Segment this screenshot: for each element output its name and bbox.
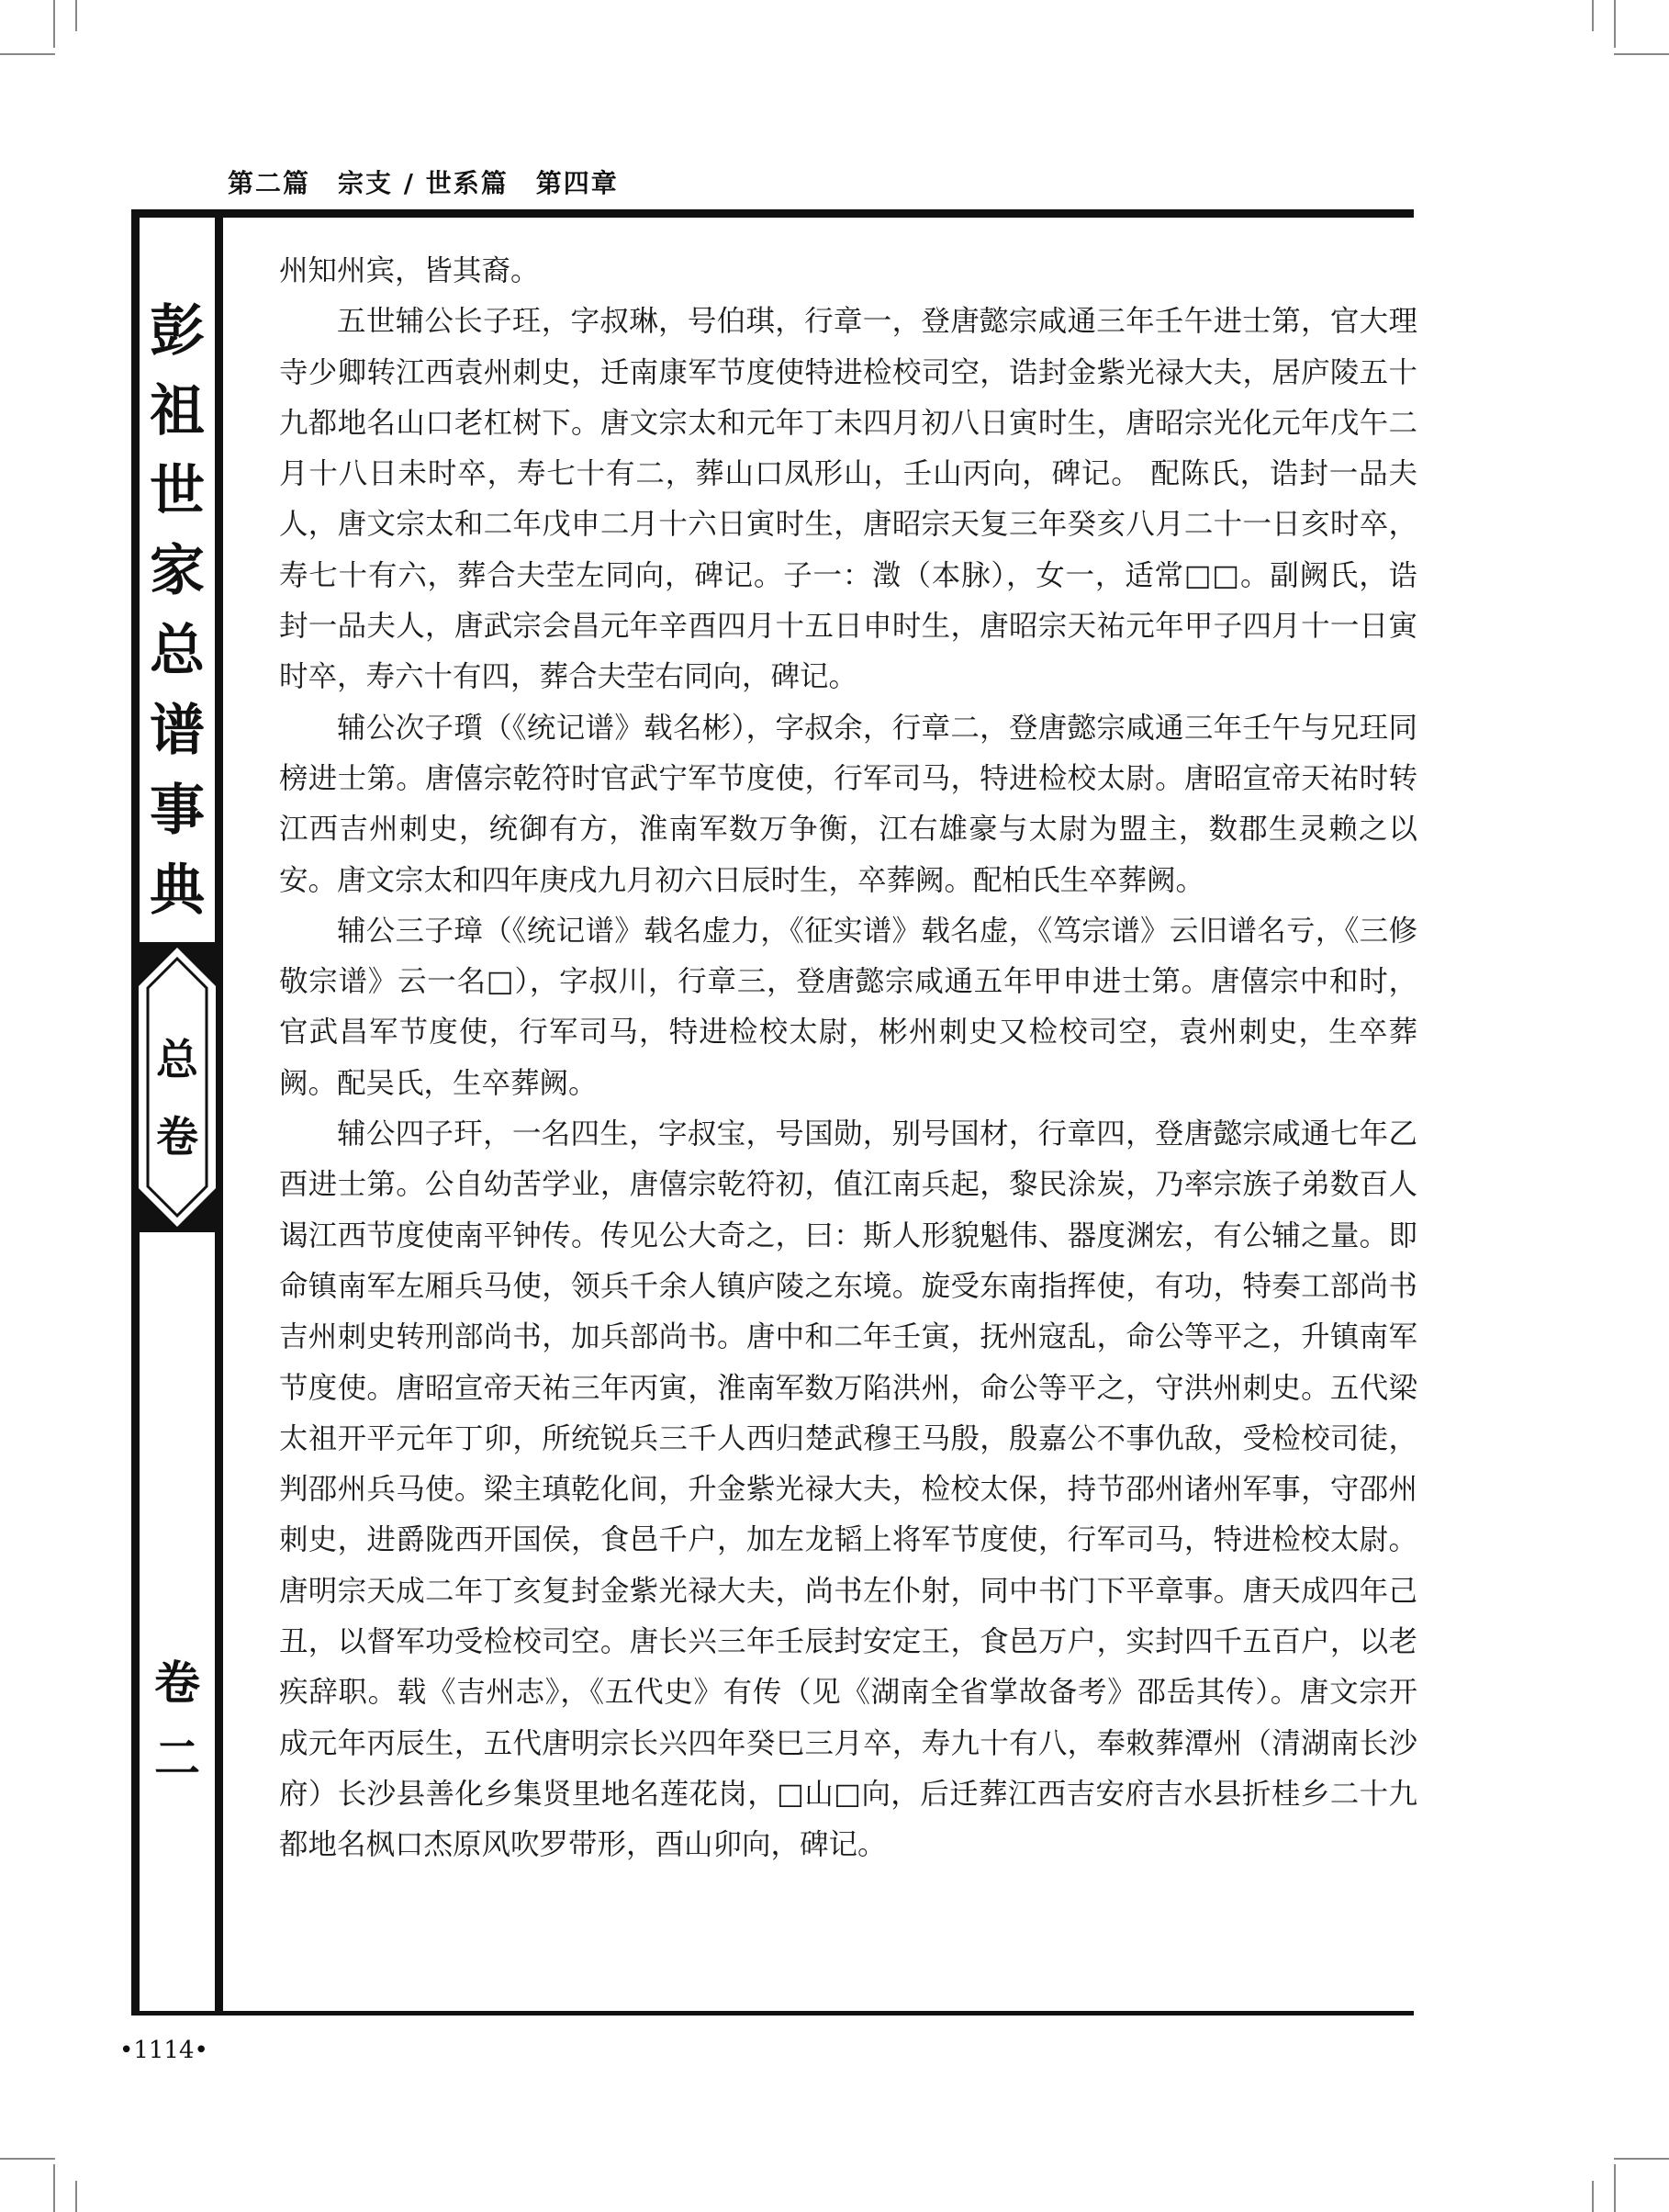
paragraph: 辅公次子瓆（《统记谱》载名彬），字叔余，行章二，登唐懿宗咸通三年壬午与兄玨同榜进士第。唐僖宗乾符时官武宁军节度使，行军司马，特进检校太尉。唐昭宣帝天祐时转江西吉州刺史，统御有方，淮南军数万争衡，江右雄豪与太尉为盟主，数郡生灵赖之以安。唐文宗太和四年庚戌九月初六日辰时生，卒葬阙。配柏氏生卒葬阙。 [279,711,1417,897]
paragraph: 五世辅公长子玨，字叔琳，号伯琪，行章一，登唐懿宗咸通三年壬午进士第，官大理寺少卿转江西袁州刺史，迁南康军节度使特进检校司空，诰封金紫光禄大夫，居庐陵五十九都地名山口老杠树下。唐文宗太和元年丁未四月初八日寅时生，唐昭宗光化元年戊午二月十八日未时卒，寿七十有二，葬山口凤形山，壬山丙向，碑记。 配陈氏，诰封一品夫人，唐文宗太和二年戊申二月十六日寅时生，唐昭宗天复三年癸亥八月二十一日亥时卒，寿七十有六，葬合夫茔左同向，碑记。子一：澂（本脉），女一，适常□□。副阙氏，诰封一品夫人，唐武宗会昌元年辛酉四月十五日申时生，唐昭宗天祐元年甲子四月十一日寅时卒，寿六十有四，葬合夫茔右同向，碑记。 [279,305,1417,694]
volume-label-vertical [131,1645,223,1796]
book-title-vertical [131,292,223,931]
crop-mark [1614,2158,1669,2160]
main-text [279,246,1417,1871]
crop-mark [0,2158,55,2160]
page-number: •1114• [119,2037,208,2064]
top-rule [131,209,1414,218]
crop-mark [1614,53,1669,55]
book-title-char: 彭 [150,299,205,364]
crop-mark [75,2181,77,2212]
volume-char: 卷 [154,1656,200,1710]
paragraph: 辅公三子璋（《统记谱》载名虚力，《征实谱》载名虚，《笃宗谱》云旧谱名亏，《三修敬宗谱》云一名□），字叔川，行章三，登唐懿宗咸通五年甲申进士第。唐僖宗中和时，官武昌军节度使，行军司马，特进检校太尉，彬州刺史又检校司空，袁州刺史，生卒葬阙。配吴氏，生卒葬阙。 [279,914,1417,1100]
book-title-char: 事 [150,779,205,843]
bottom-rule [131,2011,1414,2016]
crop-mark [53,2164,55,2212]
crop-mark [53,0,55,48]
crop-mark [1614,2164,1616,2212]
crop-mark [1614,0,1616,48]
section-badge [131,942,223,1232]
crop-mark [75,0,77,31]
running-header: 第二篇 宗支 / 世系篇 第四章 [228,168,619,198]
badge-frame-graphic [131,942,223,1232]
book-title-char: 典 [150,859,205,923]
book-title-char: 世 [150,459,205,523]
book-title-char: 家 [150,539,205,603]
crop-mark [1592,0,1594,31]
paragraph: 州知州宾，皆其裔。 [279,254,540,287]
crop-mark [1592,2181,1594,2212]
book-title-char: 祖 [150,379,205,444]
paragraph: 辅公四子玕，一名四生，字叔宝，号国勋，别号国材，行章四，登唐懿宗咸通七年乙酉进士第。公自幼苦学业，唐僖宗乾符初，值江南兵起，黎民涂炭，乃率宗族子弟数百人谒江西节度使南平钟传。传见公大奇之，曰：斯人形貌魁伟、器度渊宏，有公辅之量。即命镇南军左厢兵马使，领兵千余人镇庐陵之东境。旋受东南指挥使，有功，特奏工部尚书吉州刺史转刑部尚书，加兵部尚书。唐中和二年壬寅，抚州寇乱，命公等平之，升镇南军节度使。唐昭宣帝天祐三年丙寅，淮南军数万陷洪州，命公等平之，守洪州刺史。五代梁太祖开平元年丁卯，所统锐兵三千人西归楚武穆王马殷，殷嘉公不事仇敌，受检校司徒，判邵州兵马使。梁主瑱乾化间，升金紫光禄大夫，检校太保，持节邵州诸州军事，守邵州刺史，进爵陇西开国侯，食邑千户，加左龙韬上将军节度使，行军司马，特进检校太尉。唐明宗天成二年丁亥复封金紫光禄大夫，尚书左仆射，同中书门下平章事。唐天成四年己丑，以督军功受检校司空。唐长兴三年壬辰封安定王，食邑万户，实封四千五百户，以老疾辞职。载《吉州志》，《五代史》有传（见《湖南全省掌故备考》邵岳其传）。唐文宗开成元年丙辰生，五代唐明宗长兴四年癸巳三月卒，寿九十有八，奉敕葬潭州（清湖南长沙府）长沙县善化乡集贤里地名莲花岗，□山□向，后迁葬江西吉安府吉水县折桂乡二十九都地名枫口杰原风吹罗带形，酉山卯向，碑记。 [279,1117,1417,1862]
section-char: 卷 [156,1112,198,1162]
book-title-char: 总 [150,619,205,683]
crop-mark [0,53,55,55]
volume-char: 二 [154,1732,200,1785]
section-char: 总 [156,1035,198,1084]
book-title-char: 谱 [150,699,205,763]
